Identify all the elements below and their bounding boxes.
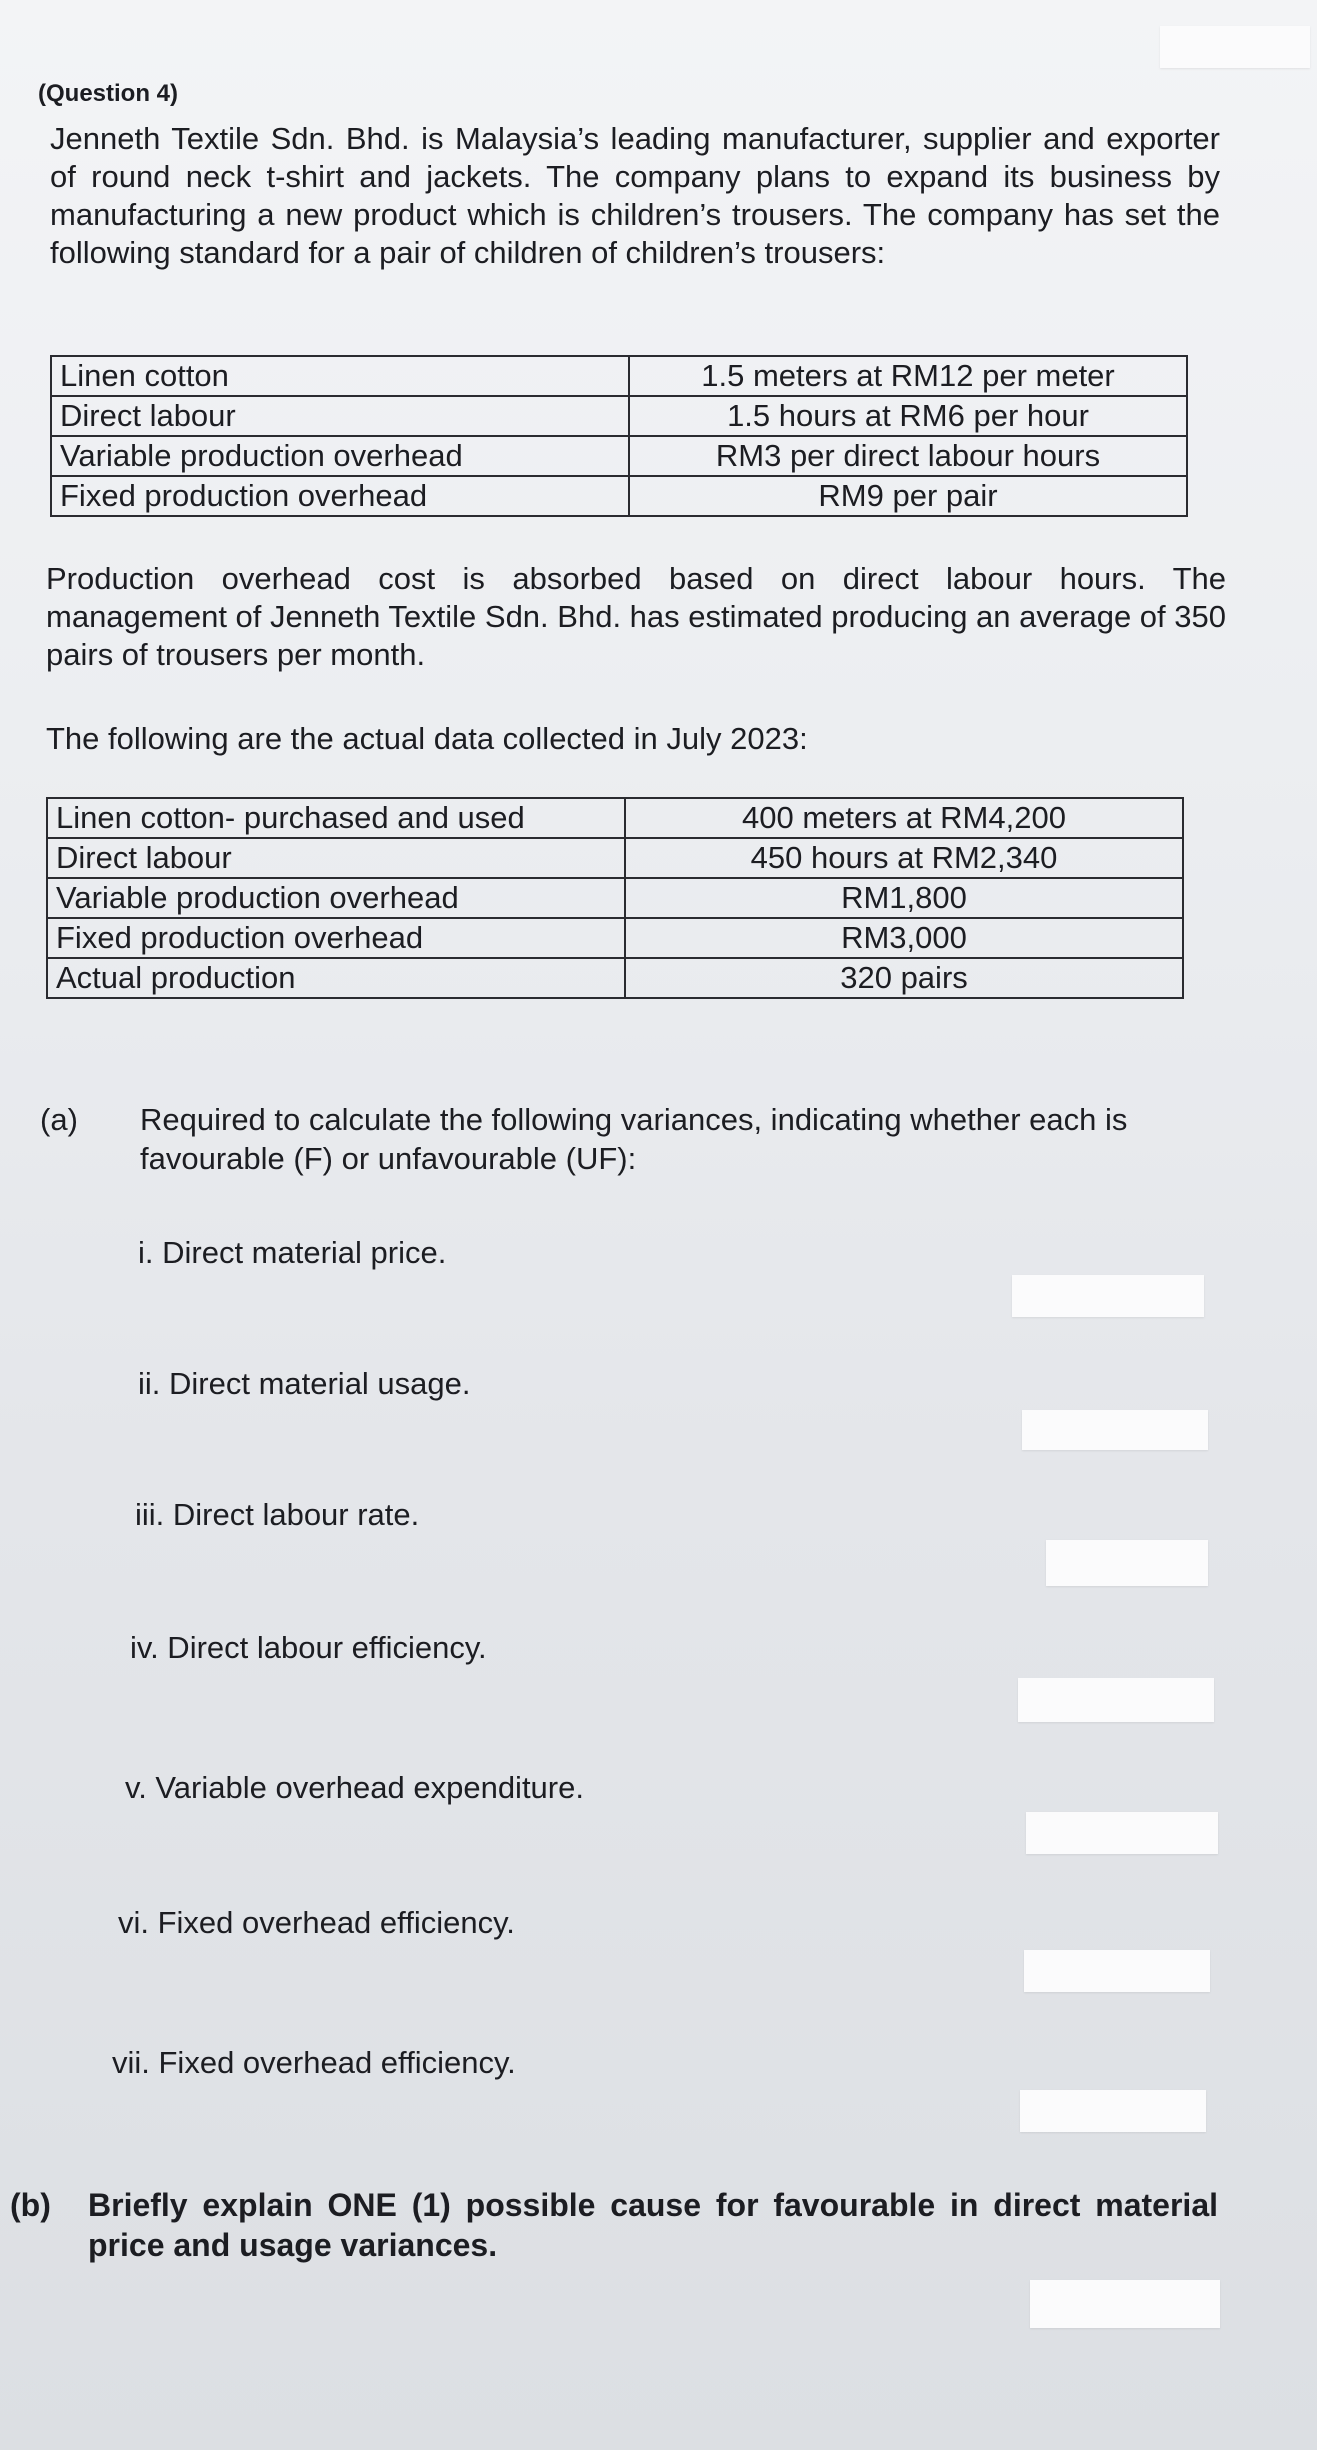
question-label: (Question 4) — [38, 80, 179, 107]
row-label: Fixed production overhead — [47, 918, 625, 958]
part-b-text: Briefly explain ONE (1) possible cause for favourable in direct material price and usage variances. — [88, 2187, 1218, 2263]
correction-tape — [1160, 26, 1310, 68]
row-value: 400 meters at RM4,200 — [625, 798, 1183, 838]
row-value: 320 pairs — [625, 958, 1183, 998]
part-b-tag: (b) — [10, 2187, 51, 2223]
row-value: RM3 per direct labour hours — [629, 436, 1187, 476]
part-a-tag: (a) — [40, 1102, 78, 1137]
row-value: RM9 per pair — [629, 476, 1187, 516]
actual-data-intro: The following are the actual data collected in July 2023: — [46, 721, 808, 756]
intro-paragraph: Jenneth Textile Sdn. Bhd. is Malaysia’s leading manufacturer, supplier and exporter of round neck t-shirt and jackets. The company plans to expand its business by manufacturing a new product which is children’s trousers. The company has set the following standard for a pair of children of children’s trousers: — [50, 121, 1220, 270]
row-label: Linen cotton — [51, 356, 629, 396]
overhead-note: Production overhead cost is absorbed based on direct labour hours. The management of Jenneth Textile Sdn. Bhd. has estimated producing an average of 350 pairs of trousers per month. — [46, 561, 1226, 672]
row-label: Direct labour — [51, 396, 629, 436]
standard-cost-table — [50, 355, 1188, 517]
table-row — [51, 396, 1187, 436]
table-row — [47, 878, 1183, 918]
table-row — [47, 918, 1183, 958]
correction-tape — [1020, 2090, 1206, 2132]
correction-tape — [1046, 1540, 1208, 1586]
table-row — [47, 958, 1183, 998]
row-label: Fixed production overhead — [51, 476, 629, 516]
variance-item: vi. Fixed overhead efficiency. — [118, 1905, 515, 1940]
variance-item: iv. Direct labour efficiency. — [130, 1630, 487, 1665]
table-row — [51, 436, 1187, 476]
row-label: Variable production overhead — [51, 436, 629, 476]
row-value: 1.5 meters at RM12 per meter — [629, 356, 1187, 396]
row-label: Direct labour — [47, 838, 625, 878]
part-a-text: Required to calculate the following variances, indicating whether each is favourable (F) or unfavourable (UF): — [140, 1102, 1128, 1176]
row-value: 1.5 hours at RM6 per hour — [629, 396, 1187, 436]
correction-tape — [1026, 1812, 1218, 1854]
row-value: RM1,800 — [625, 878, 1183, 918]
correction-tape — [1024, 1950, 1210, 1992]
correction-tape — [1030, 2280, 1220, 2328]
variance-item: i. Direct material price. — [138, 1235, 447, 1270]
actual-data-table — [46, 797, 1184, 999]
correction-tape — [1022, 1410, 1208, 1450]
variance-item: v. Variable overhead expenditure. — [125, 1770, 584, 1805]
variance-item: ii. Direct material usage. — [138, 1366, 471, 1401]
table-row — [51, 356, 1187, 396]
table-row — [47, 798, 1183, 838]
row-value: 450 hours at RM2,340 — [625, 838, 1183, 878]
row-value: RM3,000 — [625, 918, 1183, 958]
table-row — [47, 838, 1183, 878]
correction-tape — [1018, 1678, 1214, 1722]
row-label: Variable production overhead — [47, 878, 625, 918]
correction-tape — [1012, 1275, 1204, 1317]
variance-item: vii. Fixed overhead efficiency. — [112, 2045, 516, 2080]
table-row — [51, 476, 1187, 516]
variance-item: iii. Direct labour rate. — [135, 1497, 420, 1532]
row-label: Linen cotton- purchased and used — [47, 798, 625, 838]
row-label: Actual production — [47, 958, 625, 998]
